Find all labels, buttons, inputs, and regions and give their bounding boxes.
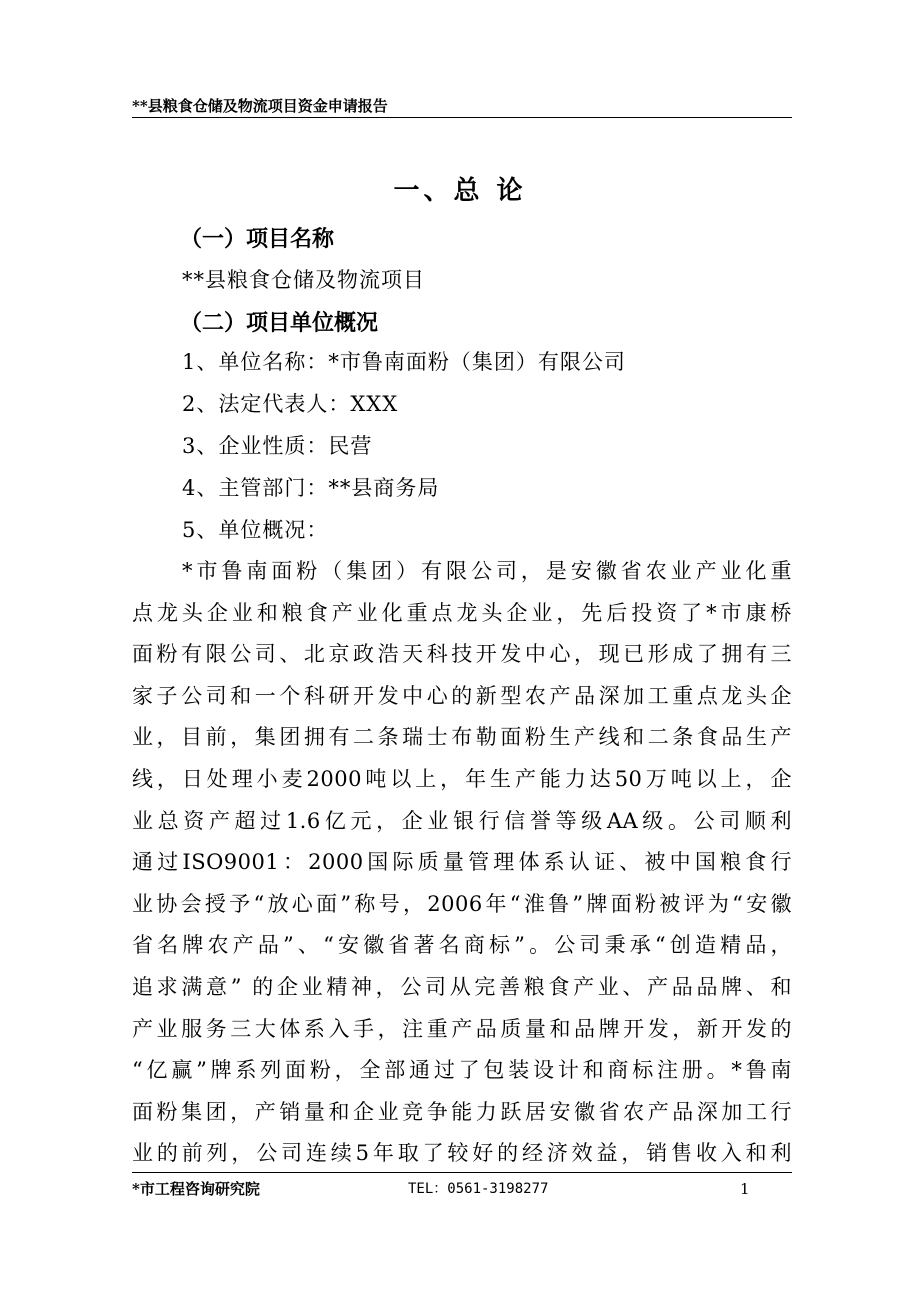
section-heading-unit-overview: （二）项目单位概况 <box>180 310 379 336</box>
paragraph-line: 家子公司和一个科研开发中心的新型农产品深加工重点龙头企 <box>132 683 792 708</box>
body-paragraph <box>132 551 792 1175</box>
unit-info-item: 5、单位概况： <box>182 518 329 542</box>
header-title: **县粮食仓储及物流项目资金申请报告 <box>132 97 388 115</box>
footer-organization: *市工程咨询研究院 <box>132 1180 260 1198</box>
paragraph-line: 省名牌农产品”、“安徽省著名商标”。公司秉承“创造精品， <box>132 933 792 958</box>
unit-info-item: 1、单位名称：*市鲁南面粉（集团）有限公司 <box>182 350 626 374</box>
footer-telephone: TEL：0561-3198277 <box>408 1181 549 1197</box>
chapter-title: 一、总 论 <box>393 176 527 206</box>
paragraph-line: 产业服务三大体系入手，注重产品质量和品牌开发，新开发的 <box>132 1016 792 1041</box>
paragraph-line: 业总资产超过1.6亿元，企业银行信誉等级AA级。公司顺利 <box>132 808 792 833</box>
page-footer <box>132 1172 792 1198</box>
paragraph-line: 点龙头企业和粮食产业化重点龙头企业，先后投资了*市康桥 <box>132 600 792 625</box>
paragraph-line: 通过ISO9001：2000国际质量管理体系认证、被中国粮食行 <box>132 850 792 875</box>
paragraph-line: 业的前列，公司连续5年取了较好的经济效益，销售收入和利 <box>132 1141 792 1166</box>
page-header <box>132 96 792 118</box>
paragraph-line: 追求满意” 的企业精神，公司从完善粮食产业、产品品牌、和 <box>132 974 792 999</box>
paragraph-line: 业协会授予“放心面”称号，2006年“淮鲁”牌面粉被评为“安徽 <box>132 891 792 916</box>
paragraph-line: 面粉集团，产销量和企业竞争能力跃居安徽省农产品深加工行 <box>132 1099 792 1124</box>
unit-info-item: 2、法定代表人：XXX <box>182 392 399 416</box>
unit-info-item: 3、企业性质：民营 <box>182 434 373 458</box>
unit-info-item: 4、主管部门：**县商务局 <box>182 476 440 500</box>
project-name-text: **县粮食仓储及物流项目 <box>182 268 425 292</box>
paragraph-line: 线，日处理小麦2000吨以上，年生产能力达50万吨以上，企 <box>132 766 792 791</box>
section-heading-project-name: （一）项目名称 <box>180 226 335 252</box>
paragraph-line: 业，目前，集团拥有二条瑞士布勒面粉生产线和二条食品生产 <box>132 725 792 750</box>
paragraph-line: 面粉有限公司、北京政浩天科技开发中心，现已形成了拥有三 <box>132 642 792 667</box>
paragraph-line: “亿赢”牌系列面粉，全部通过了包装设计和商标注册。*鲁南 <box>132 1058 792 1083</box>
page-number: 1 <box>740 1180 750 1198</box>
paragraph-line: *市鲁南面粉（集团）有限公司，是安徽省农业产业化重 <box>182 559 792 583</box>
